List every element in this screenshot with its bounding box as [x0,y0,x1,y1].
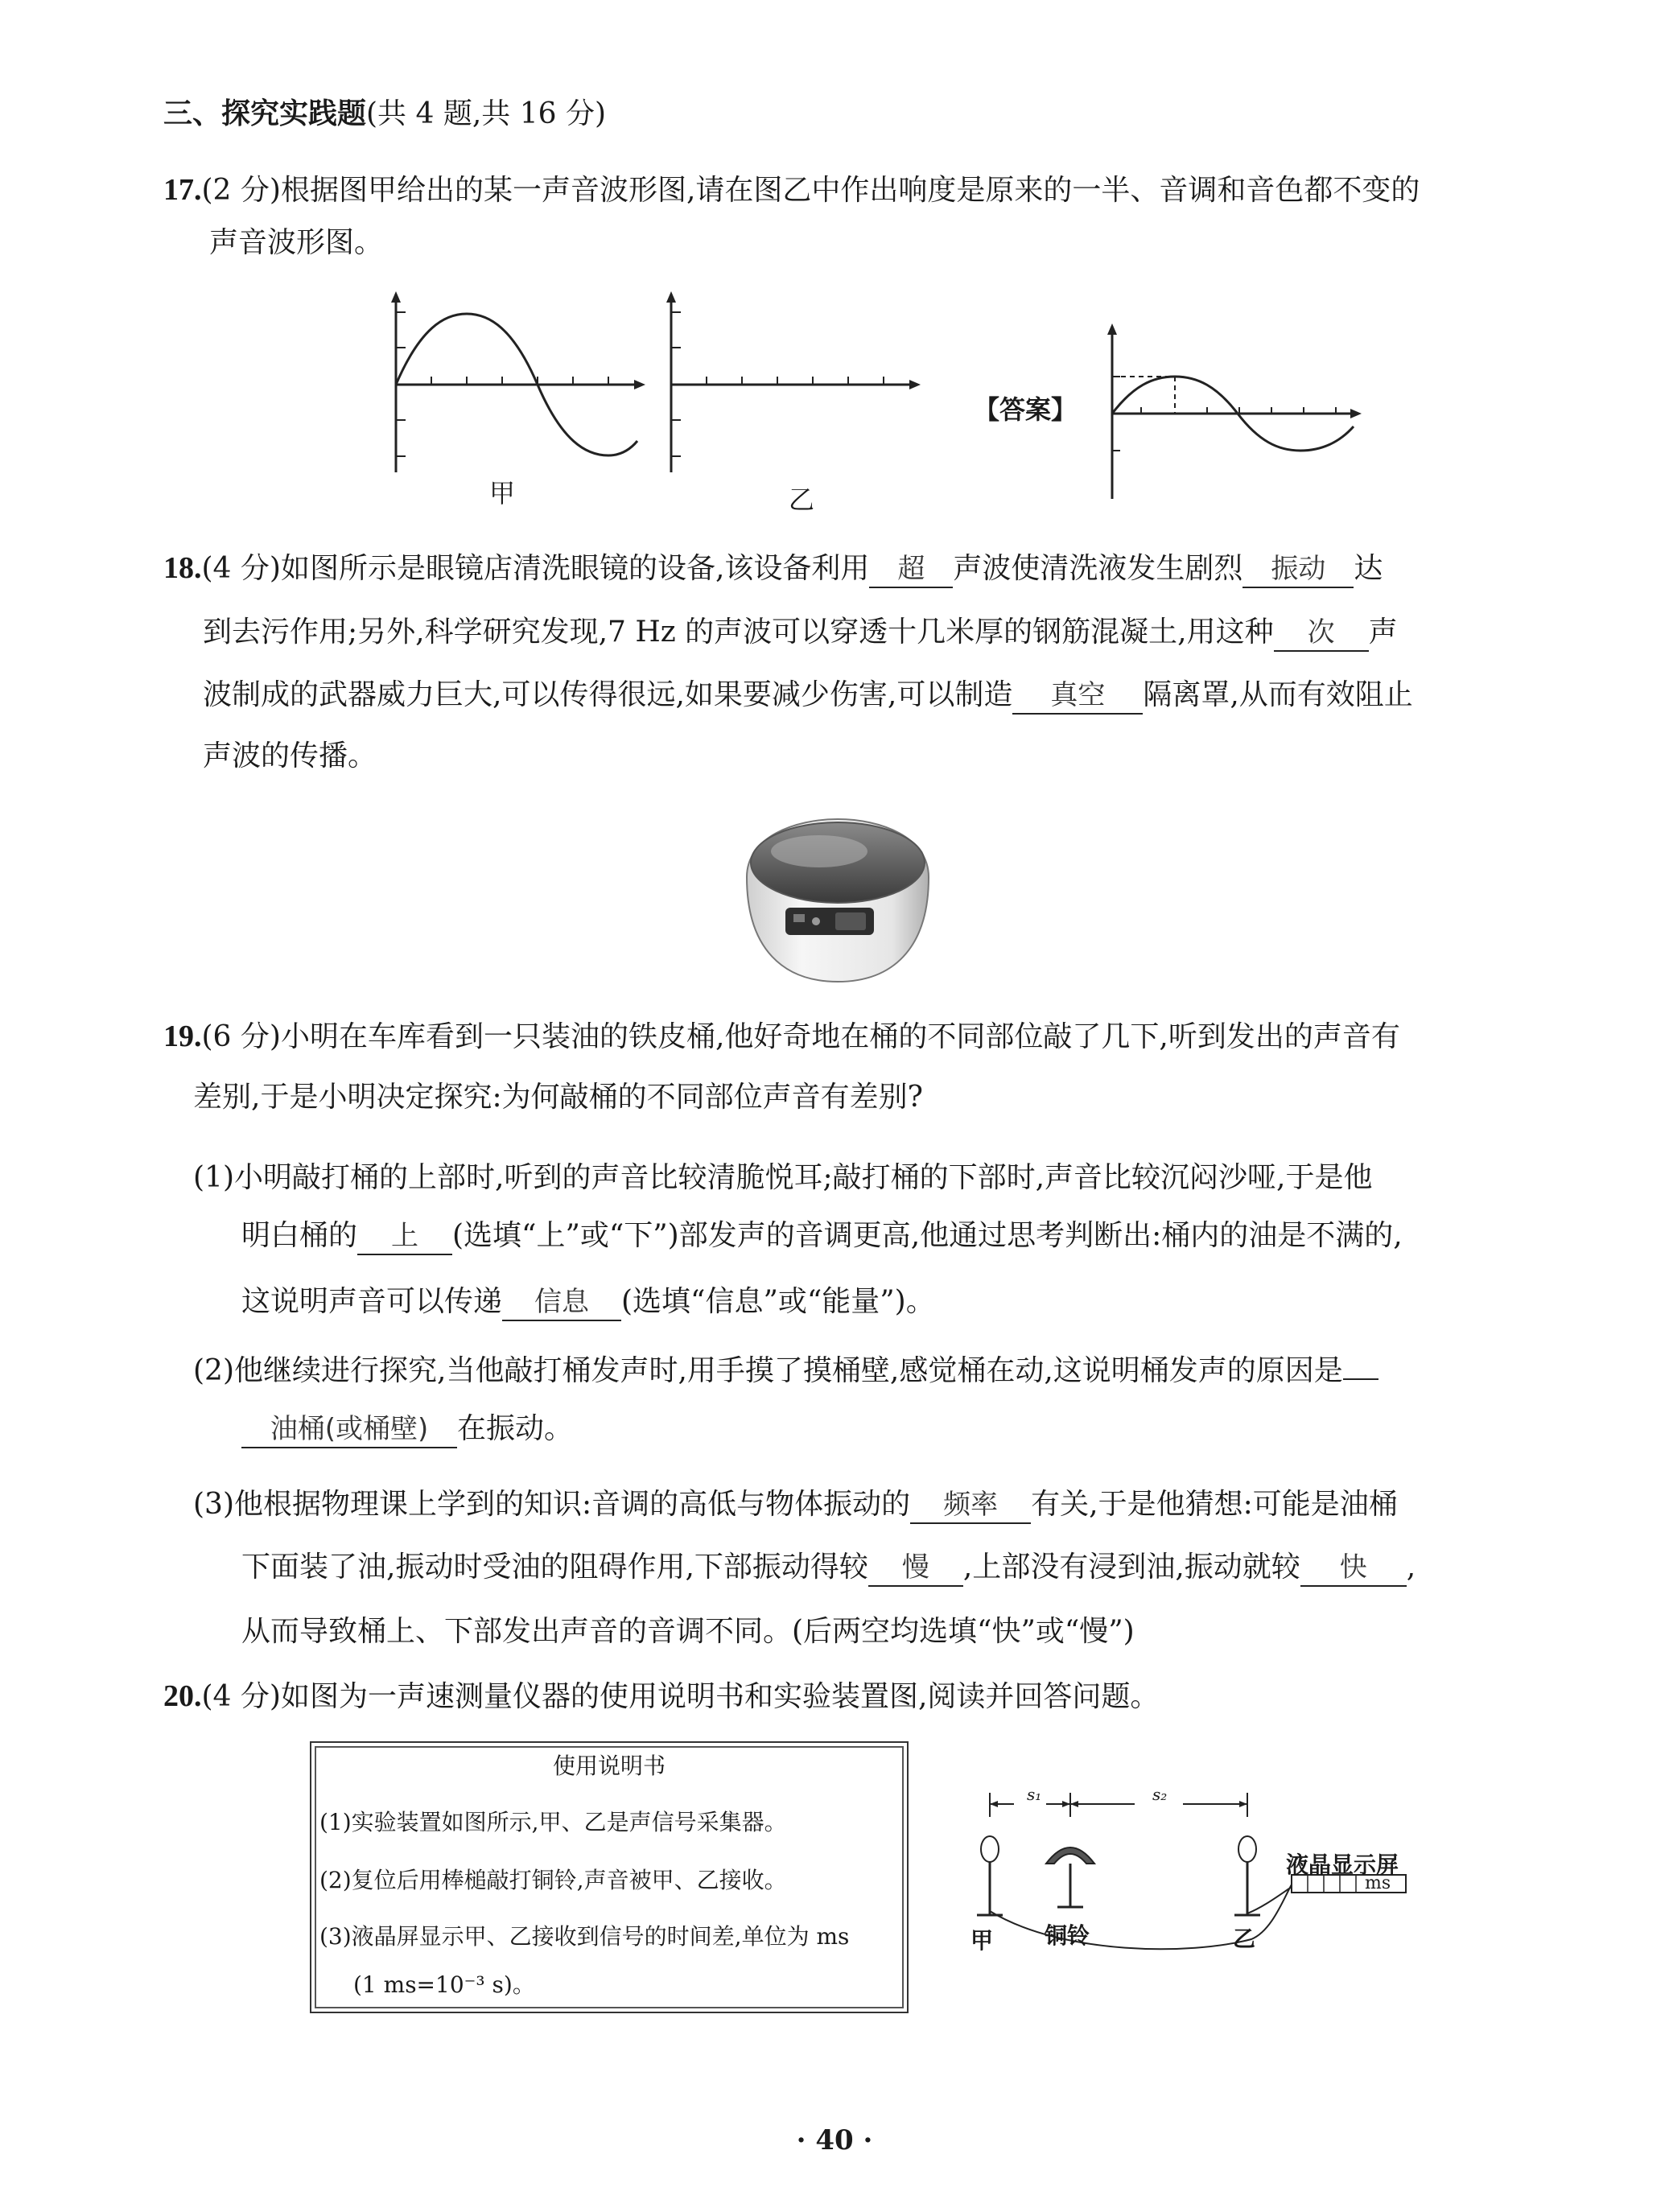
instruction-manual-box [310,1741,909,2013]
q18-number: 18. [163,551,202,585]
q18-text-3a: 波制成的武器威力巨大,可以传得很远,如果要减少伤害,可以制造 [203,678,1013,711]
q19-answer-4: 频率 [910,1487,1031,1524]
ultrasonic-cleaner-image [739,813,937,988]
q20-text-1: (4 分)如图为一声速测量仪器的使用说明书和实验装置图,阅读并回答问题。 [201,1680,1160,1713]
label-s1: s₁ [1027,1785,1042,1804]
q17-line-2: 声音波形图。 [209,226,384,259]
q17-text-1: (2 分)根据图甲给出的某一声音波形图,请在图乙中作出响度是原来的一半、音调和音色都不变的 [201,174,1420,207]
q19-text-p3-2a: 下面装了油,振动时受油的阻碍作用,下部振动得较 [241,1551,868,1584]
q18-answer-1: 超 [869,551,953,588]
q19-part3-line-3: 从而导致桶上、下部发出声音的音调不同。(后两空均选填“快”或“慢”) [241,1615,1135,1648]
q19-part1-line-3 [241,1283,935,1321]
q18-answer-4: 真空 [1012,678,1143,715]
q19-number: 19. [163,1019,202,1053]
q19-part2-line-2 [241,1410,573,1448]
q18-line-3 [203,676,1413,715]
section-heading [163,95,606,134]
q20-line-1 [163,1677,1159,1716]
label-bell: 铜铃 [1045,1922,1090,1949]
label-jia: 甲 [970,1927,994,1954]
q19-text-p3-2c: , [1406,1551,1416,1584]
q19-text-p2-2b: 在振动。 [457,1412,574,1445]
q19-text-p1-3a: 这说明声音可以传递 [241,1285,503,1318]
manual-line-2: (2)复位后用棒槌敲打铜铃,声音被甲、乙接收。 [319,1867,787,1893]
q19-line-2: 差别,于是小明决定探究:为何敲桶的不同部位声音有差别? [193,1081,923,1114]
q18-line-2 [203,613,1398,652]
q19-text-p3-2b: ,上部没有浸到油,振动就较 [962,1551,1300,1584]
q18-line-4: 声波的传播。 [203,739,377,772]
q19-answer-2: 信息 [502,1284,621,1321]
q19-text-p3-1a: (3)他根据物理课上学到的知识:音调的高低与物体振动的 [193,1488,911,1521]
label-ms: ms [1365,1873,1391,1893]
q18-text-1b: 声波使清洗液发生剧烈 [953,552,1243,585]
q19-answer-1: 上 [357,1218,452,1255]
q19-line-1 [163,1017,1400,1057]
q19-answer-3-start [1343,1378,1378,1380]
q19-part1-line-1: (1)小明敲打桶的上部时,听到的声音比较清脆悦耳;敲打桶的下部时,声音比较沉闷沙哑,于是他 [193,1161,1373,1194]
waveform-yi-label: 乙 [789,484,815,515]
label-lcd: 液晶显示屏 [1286,1852,1399,1878]
q18-answer-3: 次 [1274,615,1369,652]
waveform-jia-label: 甲 [489,478,516,509]
q17-line-1 [163,171,1420,210]
label-yi: 乙 [1233,1926,1256,1952]
manual-line-3: (3)液晶屏显示甲、乙接收到信号的时间差,单位为 ms [319,1923,850,1950]
q19-text-p1-3b: (选填“信息”或“能量”)。 [621,1285,935,1318]
q19-text-p1-2a: 明白桶的 [241,1219,358,1252]
q18-text-1c: 达 [1354,552,1383,585]
q19-answer-6: 快 [1300,1550,1407,1587]
q18-line-1 [163,549,1383,588]
q19-text-p1-2b: (选填“上”或“下”)部发声的音调更高,他通过思考判断出:桶内的油是不满的, [452,1219,1403,1252]
page-number: · 40 · [796,2124,873,2156]
q19-part2-line-1 [193,1352,1378,1390]
q19-part3-line-1 [193,1485,1398,1524]
manual-line-4: (1 ms=10⁻³ s)。 [353,1971,535,1998]
q19-part1-line-2 [241,1217,1403,1255]
q17-number: 17. [163,173,202,207]
q19-text-p3-1b: 有关,于是他猜想:可能是油桶 [1031,1488,1398,1521]
q20-number: 20. [163,1679,202,1713]
waveform-jia-figure [378,291,652,476]
answer-tag: 【答案】 [974,394,1078,425]
label-s2: s₂ [1152,1785,1168,1804]
manual-line-1: (1)实验装置如图所示,甲、乙是声信号采集器。 [319,1809,787,1835]
q19-text-p2-1: (2)他继续进行探究,当他敲打桶发声时,用手摸了摸桶壁,感觉桶在动,这说明桶发声的原因是 [193,1354,1343,1387]
section-title: 三、探究实践题 [163,97,367,130]
q18-text-1a: (4 分)如图所示是眼镜店清洗眼镜的设备,该设备利用 [201,552,870,585]
q19-answer-5: 慢 [868,1550,963,1587]
q19-text-1: (6 分)小明在车库看到一只装油的铁皮桶,他好奇地在桶的不同部位敲了几下,听到发出的声音有 [201,1020,1400,1053]
q18-text-3b: 隔离罩,从而有效阻止 [1143,678,1413,711]
q18-text-2b: 声 [1368,616,1398,649]
q18-text-2a: 到去污作用;另外,科学研究发现,7 Hz 的声波可以穿透十几米厚的钢筋混凝土,用这种 [203,616,1274,649]
waveform-yi-figure [653,291,927,476]
q18-answer-2: 振动 [1242,551,1354,588]
q19-part3-line-2 [241,1548,1416,1587]
section-meta: (共 4 题,共 16 分) [366,97,607,130]
answer-waveform-figure [1094,322,1368,500]
q19-answer-3: 油桶(或桶壁) [241,1411,457,1448]
manual-title: 使用说明书 [552,1753,666,1779]
